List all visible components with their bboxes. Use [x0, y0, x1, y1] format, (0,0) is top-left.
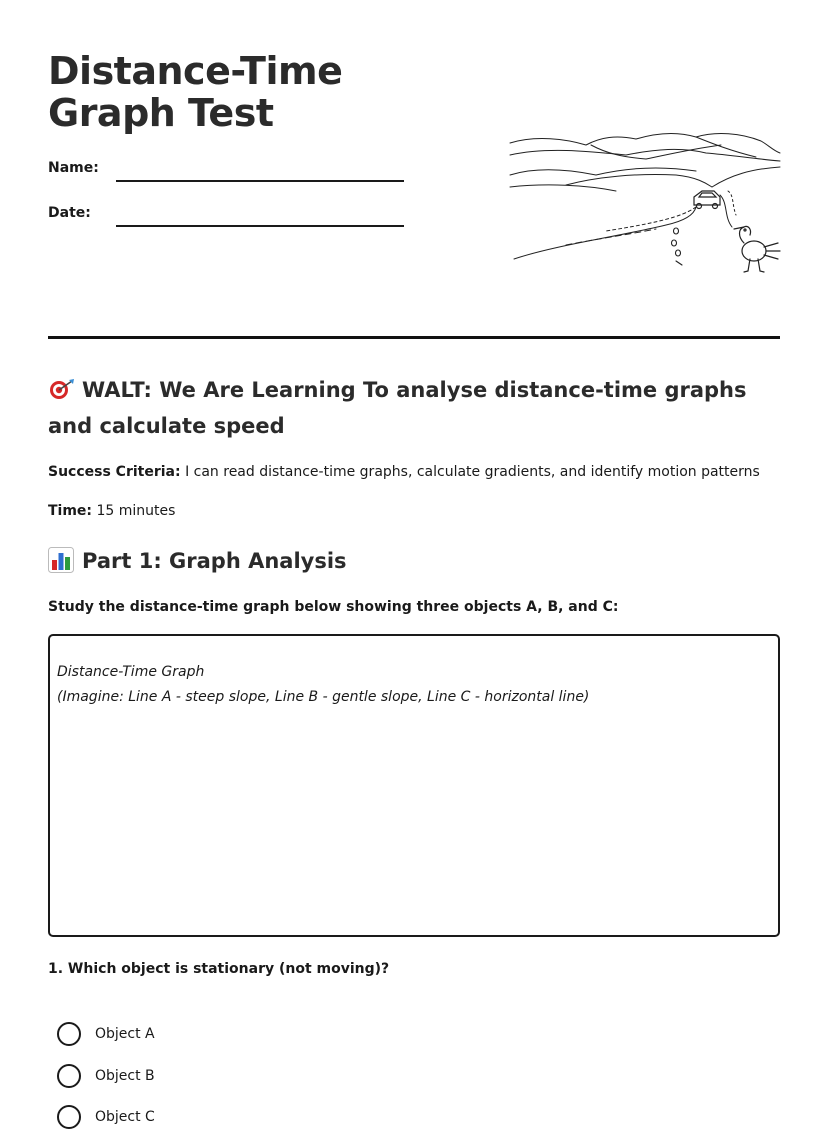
graph-instruction: Study the distance-time graph below showing three objects A, B, and C:: [48, 599, 619, 615]
graph-placeholder-box: [48, 634, 780, 937]
target-icon: [48, 378, 76, 400]
graph-caption-title: Distance-Time Graph: [57, 664, 205, 680]
option-label: Object C: [95, 1109, 155, 1125]
radio-button[interactable]: [57, 1022, 81, 1046]
header-divider: [48, 336, 780, 339]
option-object-b[interactable]: [57, 1064, 357, 1090]
radio-button[interactable]: [57, 1064, 81, 1088]
success-criteria: [48, 462, 788, 482]
radio-button[interactable]: [57, 1105, 81, 1129]
option-label: Object A: [95, 1026, 155, 1042]
name-label: Name:: [48, 160, 99, 176]
walt-text: WALT: We Are Learning To analyse distance-time graphs and calculate speed: [48, 378, 747, 438]
road-runner-desert-illustration-icon: [506, 125, 782, 277]
part1-heading-text: Part 1: Graph Analysis: [82, 549, 347, 573]
success-criteria-label: Success Criteria:: [48, 464, 181, 480]
name-input-line[interactable]: [116, 180, 404, 182]
success-criteria-text: I can read distance-time graphs, calculate gradients, and identify motion patterns: [185, 464, 760, 480]
option-label: Object B: [95, 1068, 155, 1084]
name-field[interactable]: [48, 158, 408, 188]
time-label: Time:: [48, 503, 93, 519]
bar-chart-icon: [48, 547, 74, 573]
part1-heading: [48, 546, 347, 576]
option-object-c[interactable]: [57, 1105, 357, 1131]
graph-caption-note: (Imagine: Line A - steep slope, Line B - gentle slope, Line C - horizontal line): [57, 689, 590, 705]
question-1: 1. Which object is stationary (not moving)?: [48, 961, 390, 977]
date-field[interactable]: [48, 203, 408, 233]
time-value: 15 minutes: [96, 503, 176, 519]
date-label: Date:: [48, 205, 91, 221]
option-object-a[interactable]: [57, 1022, 357, 1048]
page-title: Distance-Time Graph Test: [48, 49, 343, 135]
graph-caption: [57, 660, 589, 710]
date-input-line[interactable]: [116, 225, 404, 227]
time-allowed: [48, 501, 788, 521]
walt-heading: [48, 372, 778, 444]
